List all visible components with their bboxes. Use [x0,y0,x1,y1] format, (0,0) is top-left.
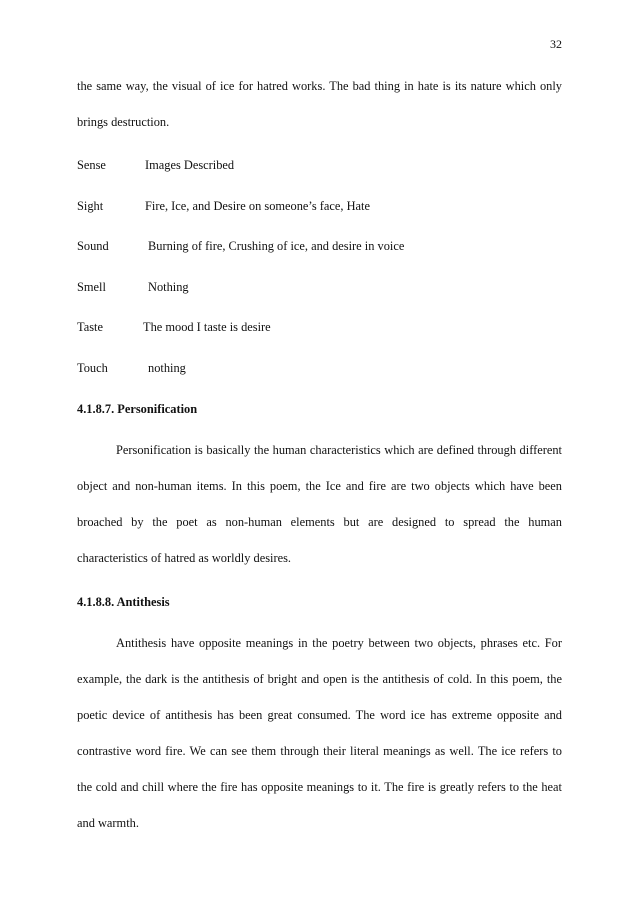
sense-table-header [77,145,562,186]
page-content [77,68,562,841]
section-heading-antithesis: 4.1.8.8. Antithesis [77,594,170,609]
sense-label: Sight [77,198,104,213]
antithesis-paragraph: Antithesis have opposite meanings in the poetry between two objects, phrases etc. For example, the dark is the antithesis of bright and open is the antithesis of cold. In this poem, the poetic device of antithesis has been great consumed. The word ice has extreme opposite and contrastive word fire. We can see them through their literal meanings as well. The ice refers to the cold and chill where the fire has opposite meanings to it. The fire is greatly refers to the heat and warmth. [77,635,562,830]
sense-row-sight [77,186,562,227]
section-heading-personification: 4.1.8.7. Personification [77,401,198,416]
images-described-header: Images Described [145,158,235,172]
sense-row-touch [77,348,562,389]
personification-paragraph: Personification is basically the human characteristics which are defined through different object and non-human items. In this poem, the Ice and fire are two objects which have been broached by the poet as non-human elements but are designed to spread the human characteristics of hatred as worldly desires. [77,442,562,565]
sense-label: Smell [77,279,106,294]
sense-header: Sense [77,158,106,172]
sense-image: Fire, Ice, and Desire on someone’s face, Hate [145,198,371,213]
sense-row-sound [77,226,562,267]
sense-label: Taste [77,320,103,335]
sense-image: Burning of fire, Crushing of ice, and desire in voice [148,239,405,254]
sense-image: nothing [148,360,186,375]
opening-paragraph: the same way, the visual of ice for hatred works. The bad thing in hate is its nature which only brings destruction. [77,79,562,129]
sense-label: Sound [77,239,109,254]
sense-row-taste [77,307,562,348]
sense-images-table [77,145,562,389]
sense-label: Touch [77,360,108,375]
page-number: 32 [550,37,562,51]
sense-image: Nothing [148,279,189,294]
sense-image: The mood I taste is desire [143,320,271,335]
sense-row-smell [77,267,562,308]
